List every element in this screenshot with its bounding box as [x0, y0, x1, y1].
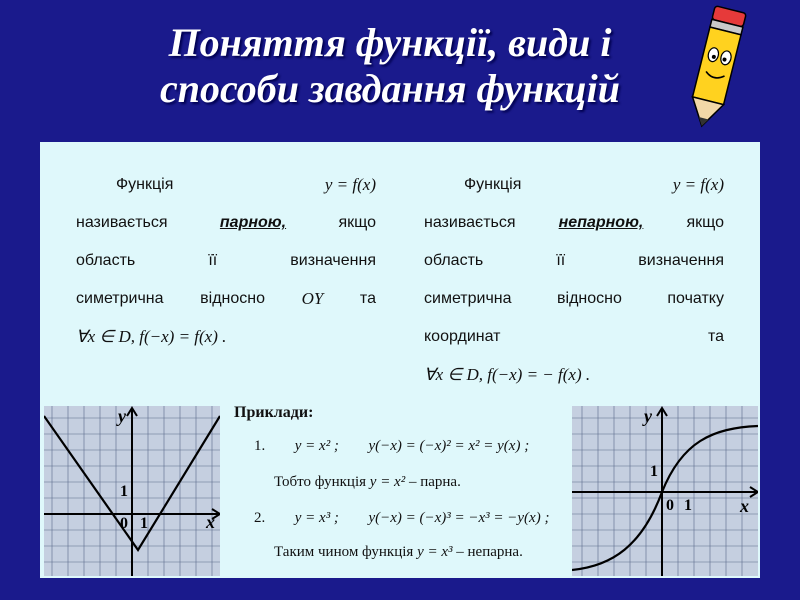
odd-unit-x-label: 1 — [684, 497, 692, 514]
examples-box — [224, 398, 564, 576]
even-text-if: якщо — [338, 214, 376, 231]
example-1-conclusion-text: Тобто функція — [274, 474, 367, 490]
example-1-conclusion-math: y = x² — [369, 474, 406, 490]
odd-origin-label: 0 — [666, 497, 674, 514]
slide-title — [90, 20, 690, 112]
odd-text-origin: початку — [667, 290, 724, 307]
even-text-domain: область — [76, 252, 136, 269]
example-1-function: y = x² ; — [294, 438, 339, 454]
example-2-conclusion-math: y = x³ — [417, 544, 453, 560]
odd-text-and: та — [707, 328, 724, 345]
example-2-conclusion-result: – непарна. — [456, 544, 523, 560]
even-unit-y-label: 1 — [120, 483, 128, 500]
odd-unit-y-label: 1 — [650, 463, 658, 480]
odd-function-notation: y = f(x) — [672, 175, 724, 194]
example-2 — [254, 510, 549, 527]
example-1-conclusion — [274, 474, 461, 491]
example-1 — [254, 438, 529, 455]
odd-word-function: Функція — [464, 176, 522, 193]
example-2-number: 2. — [254, 510, 266, 526]
odd-text-relative: відносно — [557, 290, 622, 307]
even-text-and: та — [359, 290, 376, 307]
even-function-graph — [44, 406, 220, 576]
odd-x-label: x — [740, 496, 749, 516]
example-2-conclusion — [274, 544, 523, 561]
odd-text-its: її — [556, 252, 566, 269]
odd-text-domain: область — [424, 252, 484, 269]
examples-heading: Приклади: — [234, 404, 314, 421]
odd-text-definition: визначення — [638, 252, 724, 269]
even-origin-label: 0 — [120, 515, 128, 532]
odd-text-is-called: називається — [424, 214, 516, 231]
odd-definition — [424, 172, 724, 400]
even-axis-oy: OY — [301, 289, 324, 308]
even-definition — [76, 172, 376, 362]
example-1-check: y(−x) = (−x)² = x² = y(x) ; — [368, 438, 530, 454]
even-term: парною, — [219, 214, 287, 231]
even-y-label: y — [118, 406, 126, 426]
even-text-definition: визначення — [290, 252, 376, 269]
odd-text-if: якщо — [686, 214, 724, 231]
example-1-number: 1. — [254, 438, 266, 454]
even-condition: ∀x ∈ D, f(−x) = f(x) . — [76, 327, 227, 346]
odd-text-coordinates: координат — [424, 328, 501, 345]
example-2-function: y = x³ ; — [294, 510, 339, 526]
example-1-conclusion-result: – парна. — [408, 474, 461, 490]
odd-term: непарною, — [558, 214, 644, 231]
even-text-is-called: називається — [76, 214, 168, 231]
odd-function-graph — [572, 406, 758, 576]
even-word-function: Функція — [116, 176, 174, 193]
odd-text-symmetric: симетрична — [424, 290, 512, 307]
title-line-2: способи завдання функцій — [160, 66, 620, 111]
even-text-its: її — [208, 252, 218, 269]
even-x-label: x — [206, 512, 215, 532]
odd-condition: ∀x ∈ D, f(−x) = − f(x) . — [424, 365, 591, 384]
title-line-1: Поняття функції, види і — [168, 20, 612, 65]
pencil-mascot-icon — [682, 4, 752, 134]
even-text-symmetric: симетрична — [76, 290, 164, 307]
even-function-notation: y = f(x) — [324, 175, 376, 194]
odd-y-label: y — [644, 406, 652, 426]
example-2-check: y(−x) = (−x)³ = −x³ = −y(x) ; — [368, 510, 550, 526]
even-unit-x-label: 1 — [140, 515, 148, 532]
even-text-relative: відносно — [200, 290, 265, 307]
example-2-conclusion-text: Таким чином функція — [274, 544, 414, 560]
